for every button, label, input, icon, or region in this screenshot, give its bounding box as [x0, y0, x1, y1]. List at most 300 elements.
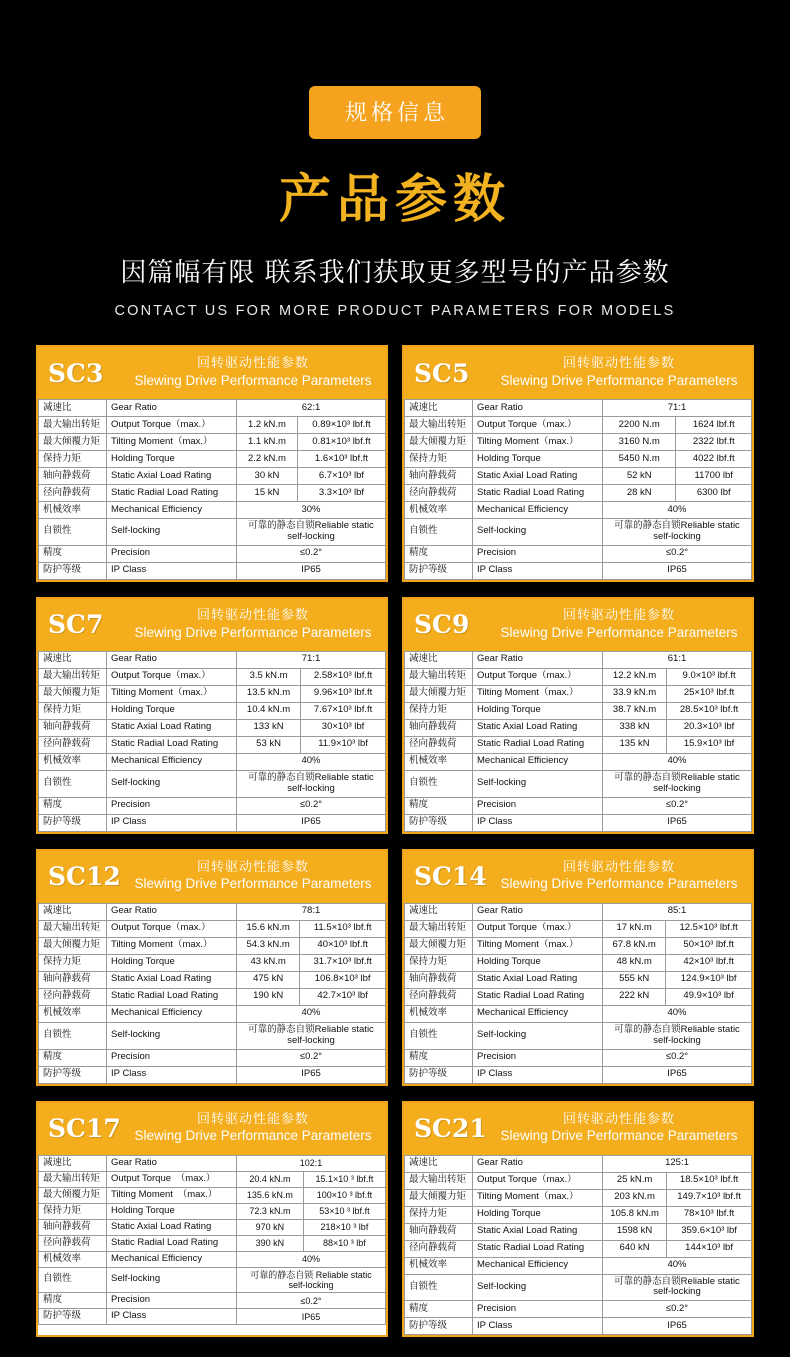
row-label-en: Mechanical Efficiency [473, 753, 603, 770]
row-label-cn: 最大输出转矩 [39, 417, 107, 434]
row-label-en: Self-locking [107, 770, 237, 797]
spec-table [38, 399, 386, 580]
row-value: 102:1 [237, 1155, 386, 1171]
row-label-cn: 精度 [39, 545, 107, 562]
row-label-cn: 保持力矩 [405, 451, 473, 468]
spec-card-header [38, 851, 386, 903]
table-row [39, 770, 386, 797]
table-row [405, 485, 752, 502]
row-value-metric: 30 kN [237, 468, 298, 485]
row-label-en: IP Class [473, 562, 603, 579]
table-row [39, 1235, 386, 1251]
row-value-imperial: 30×10³ lbf [301, 719, 386, 736]
row-label-en: IP Class [107, 814, 237, 831]
row-value-metric: 5450 N.m [603, 451, 676, 468]
row-value-metric: 970 kN [237, 1219, 304, 1235]
table-row [405, 1172, 752, 1189]
row-value-metric: 640 kN [603, 1240, 667, 1257]
row-value: 78:1 [237, 903, 386, 920]
model-name: SC14 [414, 862, 487, 892]
table-row [39, 668, 386, 685]
row-label-cn: 防护等级 [39, 814, 107, 831]
table-row [39, 814, 386, 831]
card-header-titles [126, 860, 380, 893]
row-label-cn: 防护等级 [405, 1066, 473, 1083]
row-value-imperial: 15.1×10 ³ lbf.ft [303, 1171, 385, 1187]
row-label-en: Mechanical Efficiency [473, 1005, 603, 1022]
card-title-cn: 回转驱动性能参数 [562, 860, 675, 876]
table-row [405, 753, 752, 770]
table-row [39, 1155, 386, 1171]
table-row [39, 1267, 386, 1293]
row-value-imperial: 359.6×10³ lbf [667, 1223, 752, 1240]
section-badge: 规格信息 [309, 86, 481, 139]
row-value-metric: 53 kN [237, 736, 301, 753]
row-label-en: IP Class [473, 1318, 603, 1335]
row-label-en: Static Axial Load Rating [107, 971, 237, 988]
row-value-imperial: 25×10³ lbf.ft [667, 685, 752, 702]
row-label-en: Output Torque（max.） [107, 920, 237, 937]
row-label-cn: 最大倾覆力矩 [39, 1187, 107, 1203]
table-row [39, 1219, 386, 1235]
row-value-imperial: 31.7×10³ lbf.ft [300, 954, 386, 971]
table-row [39, 519, 386, 546]
row-label-cn: 自锁性 [39, 1267, 107, 1293]
table-row [39, 1293, 386, 1309]
table-row [39, 719, 386, 736]
row-label-cn: 最大倾覆力矩 [405, 1189, 473, 1206]
row-label-cn: 最大输出转矩 [39, 920, 107, 937]
table-row [405, 417, 752, 434]
spec-table [404, 903, 752, 1084]
row-value-imperial: 11700 lbf [676, 468, 752, 485]
table-row [405, 1223, 752, 1240]
spec-card-sc21 [402, 1101, 754, 1338]
row-value-metric: 338 kN [603, 719, 667, 736]
row-value-metric: 1.1 kN.m [237, 434, 298, 451]
table-row [405, 814, 752, 831]
row-label-cn: 轴向静载荷 [39, 719, 107, 736]
card-title-en: Slewing Drive Performance Parameters [134, 624, 372, 640]
row-value-metric: 135 kN [603, 736, 667, 753]
row-label-en: Holding Torque [473, 451, 603, 468]
table-row [405, 685, 752, 702]
row-label-cn: 最大输出转矩 [405, 417, 473, 434]
row-label-cn: 保持力矩 [39, 1203, 107, 1219]
row-value: 可靠的静态自锁Reliable static self-locking [237, 770, 386, 797]
table-row [405, 971, 752, 988]
row-label-cn: 防护等级 [39, 562, 107, 579]
row-label-cn: 最大倾覆力矩 [39, 685, 107, 702]
card-title-en: Slewing Drive Performance Parameters [500, 876, 738, 892]
table-row [39, 485, 386, 502]
row-value: ≤0.2° [237, 1049, 386, 1066]
row-value-metric: 15 kN [237, 485, 298, 502]
row-label-cn: 径向静载荷 [39, 1235, 107, 1251]
row-value: ≤0.2° [603, 797, 752, 814]
row-label-cn: 精度 [39, 797, 107, 814]
row-value: 40% [603, 1257, 752, 1274]
table-row [39, 1203, 386, 1219]
row-label-en: Tilting Moment（max.） [107, 685, 237, 702]
row-label-cn: 防护等级 [39, 1309, 107, 1325]
row-value-imperial: 3.3×10³ lbf [297, 485, 385, 502]
card-title-en: Slewing Drive Performance Parameters [134, 1128, 372, 1144]
table-row [405, 719, 752, 736]
row-value-imperial: 4022 lbf.ft [676, 451, 752, 468]
row-label-en: Tilting Moment（max.） [473, 1189, 603, 1206]
card-title-cn: 回转驱动性能参数 [562, 608, 675, 624]
card-title-en: Slewing Drive Performance Parameters [134, 372, 372, 388]
row-value-metric: 48 kN.m [603, 954, 666, 971]
table-row [39, 1187, 386, 1203]
card-title-en: Slewing Drive Performance Parameters [500, 624, 738, 640]
row-value-metric: 52 kN [603, 468, 676, 485]
row-label-cn: 自锁性 [405, 1274, 473, 1301]
row-label-en: Self-locking [473, 1022, 603, 1049]
row-label-en: Gear Ratio [107, 1155, 237, 1171]
table-row [405, 451, 752, 468]
row-label-en: Static Radial Load Rating [107, 485, 237, 502]
table-row [405, 519, 752, 546]
row-value: ≤0.2° [237, 1293, 386, 1309]
row-value-imperial: 53×10 ³ lbf.ft [303, 1203, 385, 1219]
row-value-imperial: 50×10³ lbf.ft [666, 937, 752, 954]
table-row [39, 920, 386, 937]
table-row [39, 1049, 386, 1066]
row-value-metric: 475 kN [237, 971, 300, 988]
row-value-metric: 133 kN [237, 719, 301, 736]
row-value-imperial: 149.7×10³ lbf.ft [667, 1189, 752, 1206]
row-value-imperial: 9.0×10³ lbf.ft [667, 668, 752, 685]
row-value: 85:1 [603, 903, 752, 920]
row-label-en: IP Class [473, 1066, 603, 1083]
row-value-metric: 38.7 kN.m [603, 702, 667, 719]
row-value-metric: 2200 N.m [603, 417, 676, 434]
spec-table [38, 651, 386, 832]
row-value: 40% [237, 1005, 386, 1022]
row-value: 可靠的静态自锁Reliable static self-locking [237, 1022, 386, 1049]
row-value-imperial: 42.7×10³ lbf [300, 988, 386, 1005]
row-label-en: Tilting Moment（max.） [473, 434, 603, 451]
row-value: IP65 [237, 814, 386, 831]
table-row [405, 797, 752, 814]
spec-card-sc17 [36, 1101, 388, 1338]
row-label-cn: 机械效率 [39, 1005, 107, 1022]
row-label-en: Output Torque（max.） [473, 668, 603, 685]
table-row [39, 451, 386, 468]
row-value: 71:1 [603, 400, 752, 417]
row-label-en: Precision [473, 797, 603, 814]
spec-card-header [404, 1103, 752, 1155]
row-label-cn: 径向静载荷 [39, 736, 107, 753]
row-value-imperial: 9.96×10³ lbf.ft [301, 685, 386, 702]
row-value-imperial: 28.5×10³ lbf.ft [667, 702, 752, 719]
row-value-imperial: 144×10³ lbf [667, 1240, 752, 1257]
row-value: 40% [603, 502, 752, 519]
table-row [39, 417, 386, 434]
row-value-imperial: 49.9×10³ lbf [666, 988, 752, 1005]
row-label-en: Static Radial Load Rating [473, 736, 603, 753]
row-value-imperial: 6300 lbf [676, 485, 752, 502]
table-row [405, 545, 752, 562]
table-row [405, 1189, 752, 1206]
table-row [39, 1309, 386, 1325]
row-label-en: Self-locking [107, 1022, 237, 1049]
table-row [39, 1022, 386, 1049]
spec-card-sc14 [402, 849, 754, 1086]
table-row [405, 903, 752, 920]
row-label-cn: 自锁性 [39, 770, 107, 797]
row-label-cn: 减速比 [405, 1155, 473, 1172]
row-label-cn: 自锁性 [405, 519, 473, 546]
card-header-titles [492, 1112, 746, 1145]
row-value: 40% [603, 1005, 752, 1022]
row-label-cn: 减速比 [39, 903, 107, 920]
row-label-cn: 防护等级 [405, 814, 473, 831]
row-label-en: Holding Torque [473, 1206, 603, 1223]
row-label-cn: 自锁性 [39, 1022, 107, 1049]
row-value-metric: 15.6 kN.m [237, 920, 300, 937]
row-value-imperial: 6.7×10³ lbf [297, 468, 385, 485]
row-label-cn: 精度 [405, 1049, 473, 1066]
row-label-en: Output Torque（max.） [473, 1172, 603, 1189]
spec-card-sc12 [36, 849, 388, 1086]
page-title: 产品参数 [278, 170, 511, 230]
row-value: 30% [237, 502, 386, 519]
row-label-en: Self-locking [107, 1267, 237, 1293]
row-label-cn: 减速比 [405, 651, 473, 668]
model-name: SC17 [48, 1114, 121, 1144]
row-label-cn: 机械效率 [39, 502, 107, 519]
table-row [405, 502, 752, 519]
card-header-titles [492, 356, 746, 389]
card-title-cn: 回转驱动性能参数 [196, 608, 309, 624]
row-value-imperial: 11.5×10³ lbf.ft [300, 920, 386, 937]
row-label-cn: 机械效率 [405, 1257, 473, 1274]
spec-table [404, 1155, 752, 1336]
row-label-en: Output Torque（max.） [107, 668, 237, 685]
row-label-en: Gear Ratio [473, 903, 603, 920]
row-value-metric: 3.5 kN.m [237, 668, 301, 685]
row-label-en: Tilting Moment（max.） [107, 434, 237, 451]
model-name: SC5 [414, 358, 470, 388]
row-label-cn: 保持力矩 [405, 702, 473, 719]
row-value-metric: 555 kN [603, 971, 666, 988]
table-row [405, 1049, 752, 1066]
table-row [405, 400, 752, 417]
table-row [405, 1066, 752, 1083]
row-label-cn: 自锁性 [405, 1022, 473, 1049]
table-row [405, 1240, 752, 1257]
row-label-en: Precision [473, 1301, 603, 1318]
row-label-en: Static Radial Load Rating [107, 988, 237, 1005]
table-row [39, 797, 386, 814]
row-value-imperial: 42×10³ lbf.ft [666, 954, 752, 971]
row-label-cn: 径向静载荷 [405, 485, 473, 502]
table-row [39, 502, 386, 519]
row-label-en: Precision [473, 545, 603, 562]
row-value-imperial: 2.58×10³ lbf.ft [301, 668, 386, 685]
card-header-titles [126, 608, 380, 641]
row-label-en: Holding Torque [107, 451, 237, 468]
row-value: ≤0.2° [237, 545, 386, 562]
row-label-en: Self-locking [107, 519, 237, 546]
spec-table [38, 903, 386, 1084]
row-value-metric: 105.8 kN.m [603, 1206, 667, 1223]
row-label-cn: 最大倾覆力矩 [39, 434, 107, 451]
row-value-imperial: 1624 lbf.ft [676, 417, 752, 434]
card-header-titles [492, 608, 746, 641]
table-row [405, 937, 752, 954]
row-value-metric: 3160 N.m [603, 434, 676, 451]
table-row [39, 1066, 386, 1083]
row-label-en: Static Axial Load Rating [107, 468, 237, 485]
card-title-en: Slewing Drive Performance Parameters [500, 372, 738, 388]
row-label-en: Holding Torque [107, 702, 237, 719]
row-label-cn: 保持力矩 [39, 954, 107, 971]
row-label-en: Output Torque（max.） [473, 920, 603, 937]
card-title-cn: 回转驱动性能参数 [562, 1111, 675, 1127]
row-label-en: Precision [107, 1049, 237, 1066]
row-value-metric: 10.4 kN.m [237, 702, 301, 719]
row-label-cn: 自锁性 [39, 519, 107, 546]
badge-container [0, 0, 790, 139]
row-value-imperial: 7.67×10³ lbf.ft [301, 702, 386, 719]
row-label-cn: 精度 [405, 1301, 473, 1318]
table-row [405, 702, 752, 719]
row-label-en: Mechanical Efficiency [107, 753, 237, 770]
spec-cards-grid [36, 345, 754, 1337]
table-row [39, 954, 386, 971]
row-value: IP65 [237, 1309, 386, 1325]
row-label-en: Mechanical Efficiency [473, 1257, 603, 1274]
table-row [405, 1301, 752, 1318]
row-value: 40% [603, 753, 752, 770]
row-label-en: Gear Ratio [107, 903, 237, 920]
spec-card-sc3 [36, 345, 388, 582]
page-subtitle-en: CONTACT US FOR MORE PRODUCT PARAMETERS FOR MODELS [114, 303, 676, 319]
model-name: SC7 [48, 610, 104, 640]
card-title-en: Slewing Drive Performance Parameters [134, 876, 372, 892]
row-label-en: Static Axial Load Rating [107, 1219, 237, 1235]
row-label-cn: 最大输出转矩 [405, 668, 473, 685]
row-value: 可靠的静态自锁Reliable static self-locking [603, 770, 752, 797]
row-value-metric: 20.4 kN.m [237, 1171, 304, 1187]
row-label-cn: 径向静载荷 [39, 988, 107, 1005]
row-label-cn: 精度 [39, 1049, 107, 1066]
table-row [39, 937, 386, 954]
row-label-cn: 轴向静载荷 [405, 1223, 473, 1240]
table-row [39, 468, 386, 485]
row-label-en: Gear Ratio [473, 400, 603, 417]
table-row [405, 736, 752, 753]
row-label-en: Mechanical Efficiency [473, 502, 603, 519]
row-value: 125:1 [603, 1155, 752, 1172]
spec-card-header [38, 347, 386, 399]
row-label-en: Mechanical Efficiency [107, 502, 237, 519]
row-label-cn: 防护等级 [405, 562, 473, 579]
row-label-en: Holding Torque [473, 954, 603, 971]
row-label-en: Output Torque（max.） [107, 417, 237, 434]
row-label-en: Gear Ratio [107, 651, 237, 668]
card-title-cn: 回转驱动性能参数 [196, 860, 309, 876]
row-label-cn: 最大倾覆力矩 [405, 434, 473, 451]
row-value-imperial: 11.9×10³ lbf [301, 736, 386, 753]
row-value-imperial: 0.81×10³ lbf.ft [297, 434, 385, 451]
row-label-cn: 防护等级 [405, 1318, 473, 1335]
row-value: 40% [237, 1251, 386, 1267]
row-label-cn: 最大输出转矩 [405, 920, 473, 937]
table-row [39, 1005, 386, 1022]
row-label-cn: 轴向静载荷 [405, 971, 473, 988]
row-value-metric: 54.3 kN.m [237, 937, 300, 954]
row-value-imperial: 124.9×10³ lbf [666, 971, 752, 988]
table-row [39, 685, 386, 702]
table-row [405, 562, 752, 579]
row-label-en: Mechanical Efficiency [107, 1005, 237, 1022]
row-value-imperial: 88×10 ³ lbf [303, 1235, 385, 1251]
row-value-metric: 13.5 kN.m [237, 685, 301, 702]
model-name: SC21 [414, 1114, 487, 1144]
spec-card-header [38, 599, 386, 651]
row-value: ≤0.2° [603, 1049, 752, 1066]
row-label-en: Tilting Moment（max.） [107, 937, 237, 954]
row-value-metric: 72.3 kN.m [237, 1203, 304, 1219]
row-label-cn: 轴向静载荷 [405, 468, 473, 485]
row-value-metric: 28 kN [603, 485, 676, 502]
row-label-en: Self-locking [473, 519, 603, 546]
card-title-cn: 回转驱动性能参数 [196, 1111, 309, 1127]
table-row [39, 562, 386, 579]
table-row [405, 1005, 752, 1022]
row-value-metric: 12.2 kN.m [603, 668, 667, 685]
row-label-en: Gear Ratio [107, 400, 237, 417]
row-value-metric: 203 kN.m [603, 1189, 667, 1206]
row-value: 可靠的静态自锁Reliable static self-locking [603, 519, 752, 546]
table-row [39, 1251, 386, 1267]
row-label-cn: 自锁性 [405, 770, 473, 797]
row-label-en: Tilting Moment （max.） [107, 1187, 237, 1203]
row-label-en: Self-locking [473, 770, 603, 797]
row-value-metric: 1.2 kN.m [237, 417, 298, 434]
row-label-en: Output Torque （max.） [107, 1171, 237, 1187]
row-label-en: IP Class [473, 814, 603, 831]
row-label-cn: 保持力矩 [405, 954, 473, 971]
row-value-metric: 25 kN.m [603, 1172, 667, 1189]
row-value-imperial: 40×10³ lbf.ft [300, 937, 386, 954]
row-value-imperial: 106.8×10³ lbf [300, 971, 386, 988]
card-title-en: Slewing Drive Performance Parameters [500, 1128, 738, 1144]
spec-card-header [38, 1103, 386, 1155]
row-value: IP65 [603, 1318, 752, 1335]
row-value: 40% [237, 753, 386, 770]
row-value-metric: 222 kN [603, 988, 666, 1005]
spec-table [404, 399, 752, 580]
table-row [405, 988, 752, 1005]
table-row [39, 545, 386, 562]
row-label-en: Holding Torque [107, 1203, 237, 1219]
row-label-en: Tilting Moment（max.） [473, 685, 603, 702]
table-row [39, 971, 386, 988]
row-label-en: Precision [107, 545, 237, 562]
row-label-en: Static Radial Load Rating [473, 1240, 603, 1257]
row-label-en: Static Axial Load Rating [473, 1223, 603, 1240]
row-value-metric: 43 kN.m [237, 954, 300, 971]
spec-table [404, 651, 752, 832]
row-value: ≤0.2° [237, 797, 386, 814]
spec-card-sc7 [36, 597, 388, 834]
